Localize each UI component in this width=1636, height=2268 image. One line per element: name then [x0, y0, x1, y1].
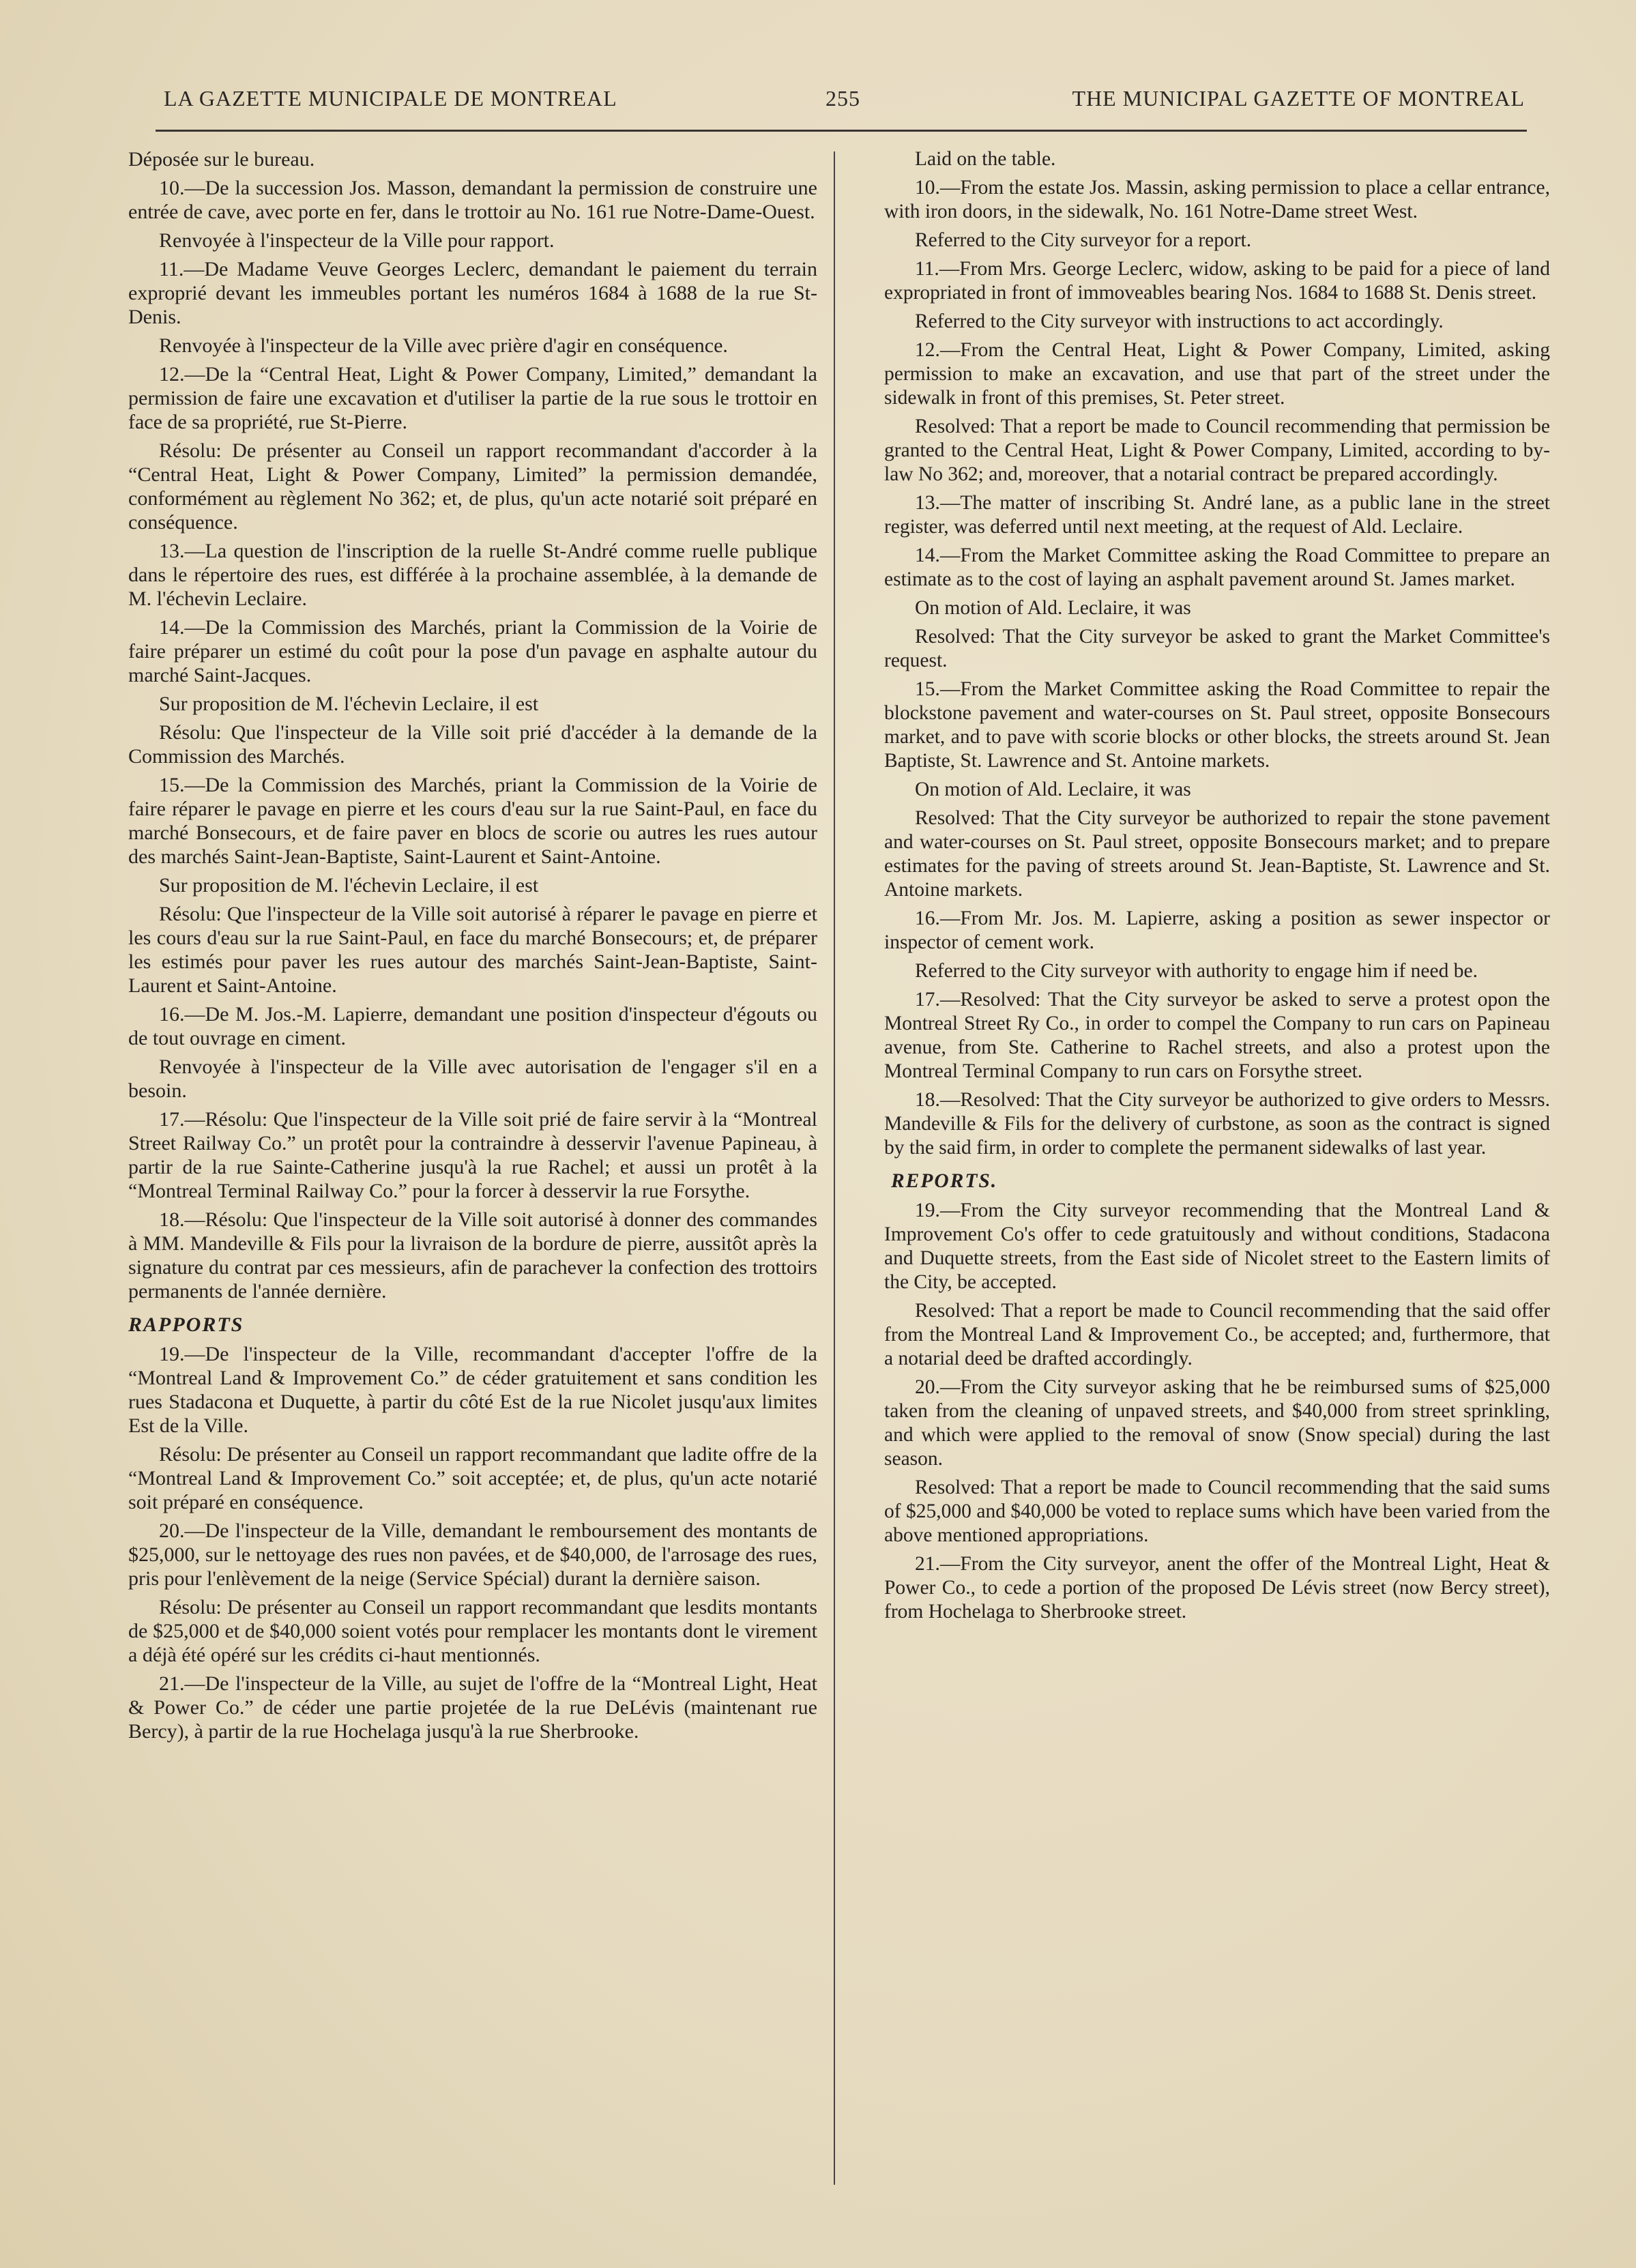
en-paragraph: 18.—Resolved: That the City surveyor be authorized to give orders to Messrs. Mandeville & Fils for the delivery of curbstone, as soon as the contract is signed by the said firm, in order to complete the permanent sidewalks of last year. [884, 1089, 1550, 1159]
fr-section-title: RAPPORTS [128, 1313, 244, 1336]
en-paragraph: On motion of Ald. Leclaire, it was [915, 779, 1191, 800]
en-paragraph: 21.—From the City surveyor, anent the offer of the Montreal Light, Heat & Power Co., to cede a portion of the proposed De Lévis street (now Bercy street), from Hochelaga to Sherbrooke street. [884, 1553, 1550, 1623]
page-header [164, 86, 1525, 120]
fr-paragraph: 14.—De la Commission des Marchés, priant la Commission de la Voirie de faire préparer un estimé du coût pour la pose d'un pavage en asphalte autour du marché Saint-Jacques. [128, 616, 817, 686]
en-paragraph: Resolved: That the City surveyor be asked to grant the Market Committee's request. [884, 626, 1550, 671]
en-paragraph: 11.—From Mrs. George Leclerc, widow, asking to be paid for a piece of land expropriated in front of immoveables bearing Nos. 1684 to 1688 St. Denis street. [884, 258, 1550, 304]
fr-paragraph: 16.—De M. Jos.-M. Lapierre, demandant une position d'inspecteur d'égouts ou de tout ouvrage en ciment. [128, 1003, 817, 1049]
fr-paragraph: 21.—De l'inspecteur de la Ville, au sujet de l'offre de la “Montreal Light, Heat & Power Co.” de céder une partie projetée de la rue DeLévis (maintenant rue Bercy), à partir de la rue Hochelaga jusqu'à la rue Sherbrooke. [128, 1672, 817, 1743]
en-paragraph: 15.—From the Market Committee asking the Road Committee to repair the blockstone pavement and water-courses on St. Paul street, opposite Bonsecours market, and to pave with scorie blocks or other blocks, the streets around St. Jean Baptiste, St. Lawrence and St. Antoine markets. [884, 678, 1550, 772]
en-paragraph: 12.—From the Central Heat, Light & Power Company, Limited, asking permission to make an excavation, and use that part of the street under the sidewalk in front of this premises, St. Peter street. [884, 339, 1550, 409]
fr-paragraph: 20.—De l'inspecteur de la Ville, demandant le remboursement des montants de $25,000, sur le nettoyage des rues non pavées, et de $40,000, de l'arrosage des rues, pris pour l'enlèvement de la neige (Service Spécial) durant la dernière saison. [128, 1520, 817, 1590]
fr-paragraph: 18.—Résolu: Que l'inspecteur de la Ville soit autorisé à donner des commandes à MM. Mandeville & Fils pour la livraison de la bordure de pierre, aussitôt après la signature du contrat par ces messieurs, afin de parachever la confection des trottoirs permanents de l'année dernière. [128, 1208, 817, 1303]
header-title-french: LA GAZETTE MUNICIPALE DE MONTREAL [164, 86, 617, 111]
page-number: 255 [826, 86, 860, 111]
fr-paragraph: Résolu: Que l'inspecteur de la Ville soit autorisé à réparer le pavage en pierre et les cours d'eau sur la rue Saint-Paul, en face du marché Bonsecours; et, de préparer les estimés pour paver les rues autour des marchés Saint-Jean-Baptiste, Saint-Laurent et Saint-Antoine. [128, 903, 817, 997]
en-paragraph: Resolved: That a report be made to Council recommending that the said offer from the Montreal Land & Improvement Co., be accepted; and, furthermore, that a notarial deed be drafted accordingly. [884, 1300, 1550, 1369]
fr-paragraph: 15.—De la Commission des Marchés, priant la Commission de la Voirie de faire réparer le pavage en pierre et les cours d'eau sur la rue Saint-Paul, en face du marché Bonsecours, et de faire paver en blocs de scorie ou autres les rues autour des marchés Saint-Jean-Baptiste, Saint-Laurent et Saint-Antoine. [128, 774, 817, 868]
fr-paragraph: Renvoyée à l'inspecteur de la Ville avec prière d'agir en conséquence. [159, 334, 728, 357]
fr-paragraph: Résolu: Que l'inspecteur de la Ville soit prié d'accéder à la demande de la Commission des Marchés. [128, 721, 817, 768]
english-column [884, 147, 1550, 1629]
en-paragraph: 20.—From the City surveyor asking that he be reimbursed sums of $25,000 taken from the cleaning of unpaved streets, and $40,000 from street sprinkling, and which were applied to the removal of snow (Snow special) during the last season. [884, 1376, 1550, 1470]
en-paragraph: Resolved: That a report be made to Council recommending that permission be granted to the Central Heat, Light & Power Company, Limited, according to by-law No 362; and, moreover, that a notarial contract be prepared accordingly. [884, 416, 1550, 485]
en-paragraph: On motion of Ald. Leclaire, it was [915, 597, 1191, 619]
column-divider [834, 151, 835, 2185]
fr-paragraph: 17.—Résolu: Que l'inspecteur de la Ville soit prié de faire servir à la “Montreal Street Railway Co.” un protêt pour la contraindre à desservir l'avenue Papineau, à partir de la rue Sainte-Catherine jusqu'à la rue Rachel; et aussi un protêt à la “Montreal Terminal Railway Co.” pour la forcer à desservir la rue Forsythe. [128, 1108, 817, 1202]
en-paragraph: 10.—From the estate Jos. Massin, asking permission to place a cellar entrance, with iron doors, in the sidewalk, No. 161 Notre-Dame street West. [884, 177, 1550, 222]
fr-paragraph: 13.—La question de l'inscription de la ruelle St-André comme ruelle publique dans le répertoire des rues, est différée à la prochaine assemblée, à la demande de M. l'échevin Leclaire. [128, 540, 817, 610]
en-paragraph: Laid on the table. [915, 148, 1056, 170]
fr-paragraph: 12.—De la “Central Heat, Light & Power Company, Limited,” demandant la permission de faire une excavation et d'utiliser la partie de la rue sous le trottoir en face de sa propriété, rue St-Pierre. [128, 363, 817, 433]
en-paragraph: Referred to the City surveyor for a report. [915, 229, 1252, 251]
fr-paragraph: Résolu: De présenter au Conseil un rapport recommandant que lesdits montants de $25,000 et de $40,000 soient votés pour remplacer les montants dont le virement a déjà été opéré sur les crédits ci-haut mentionnés. [128, 1596, 817, 1666]
en-paragraph: Referred to the City surveyor with authority to engage him if need be. [915, 960, 1478, 982]
fr-paragraph: Résolu: De présenter au Conseil un rapport recommandant d'accorder à la “Central Heat, Light & Power Company, Limited” la permission demandée, conformément au règlement No 362; et, de plus, qu'un acte notarié soit préparé en conséquence. [128, 439, 817, 534]
fr-paragraph: Déposée sur le bureau. [128, 148, 315, 171]
fr-paragraph: Sur proposition de M. l'échevin Leclaire, il est [159, 874, 539, 897]
en-paragraph: 14.—From the Market Committee asking the Road Committee to prepare an estimate as to the cost of laying an asphalt pavement around St. James market. [884, 544, 1550, 590]
en-paragraph: 17.—Resolved: That the City surveyor be asked to serve a protest opon the Montreal Street Ry Co., in order to compel the Company to run cars on Papineau avenue, from Ste. Catherine to Rachel streets, and also a protest upon the Montreal Terminal Company to run cars on Forsythe street. [884, 989, 1550, 1082]
en-paragraph: 19.—From the City surveyor recommending that the Montreal Land & Improvement Co's offer to cede gratuitously and without conditions, Stadacona and Duquette streets, from the East side of Nicolet street to the Eastern limits of the City, be accepted. [884, 1200, 1550, 1293]
en-section-title: REPORTS. [891, 1170, 998, 1192]
en-paragraph: Resolved: That a report be made to Council recommending that the said sums of $25,000 and $40,000 be voted to replace sums which have been varied from the above mentioned appropriations. [884, 1477, 1550, 1546]
fr-paragraph: Renvoyée à l'inspecteur de la Ville pour rapport. [159, 229, 555, 252]
fr-paragraph: 11.—De Madame Veuve Georges Leclerc, demandant le paiement du terrain exproprié devant les immeubles portant les numéros 1684 à 1688 de la rue St-Denis. [128, 258, 817, 328]
fr-paragraph: Renvoyée à l'inspecteur de la Ville avec autorisation de l'engager s'il en a besoin. [128, 1056, 817, 1102]
fr-paragraph: 19.—De l'inspecteur de la Ville, recommandant d'accepter l'offre de la “Montreal Land & Improvement Co.” de céder gratuitement et sans condition les rues Stadacona et Duquette, à partir du côté Est de la rue Nicolet jusqu'aux limites Est de la Ville. [128, 1343, 817, 1437]
header-rule [156, 130, 1527, 132]
en-paragraph: 16.—From Mr. Jos. M. Lapierre, asking a position as sewer inspector or inspector of cement work. [884, 907, 1550, 953]
fr-paragraph: 10.—De la succession Jos. Masson, demandant la permission de construire une entrée de cave, avec porte en fer, dans le trottoir au No. 161 rue Notre-Dame-Ouest. [128, 177, 817, 223]
en-paragraph: Referred to the City surveyor with instructions to act accordingly. [915, 310, 1444, 332]
en-paragraph: 13.—The matter of inscribing St. André lane, as a public lane in the street register, was deferred until next meeting, at the request of Ald. Leclaire. [884, 492, 1550, 538]
header-title-english: THE MUNICIPAL GAZETTE OF MONTREAL [1072, 86, 1525, 111]
fr-paragraph: Résolu: De présenter au Conseil un rapport recommandant que ladite offre de la “Montreal Land & Improvement Co.” soit acceptée; et, de plus, qu'un acte notarié soit préparé en conséquence. [128, 1443, 817, 1513]
en-paragraph: Resolved: That the City surveyor be authorized to repair the stone pavement and water-courses on St. Paul street, opposite Bonsecours market; and to prepare estimates for the paving of streets around St. Jean-Baptiste, St. Lawrence and St. Antoine markets. [884, 807, 1550, 901]
fr-paragraph: Sur proposition de M. l'échevin Leclaire, il est [159, 693, 539, 715]
french-column [128, 147, 817, 1748]
